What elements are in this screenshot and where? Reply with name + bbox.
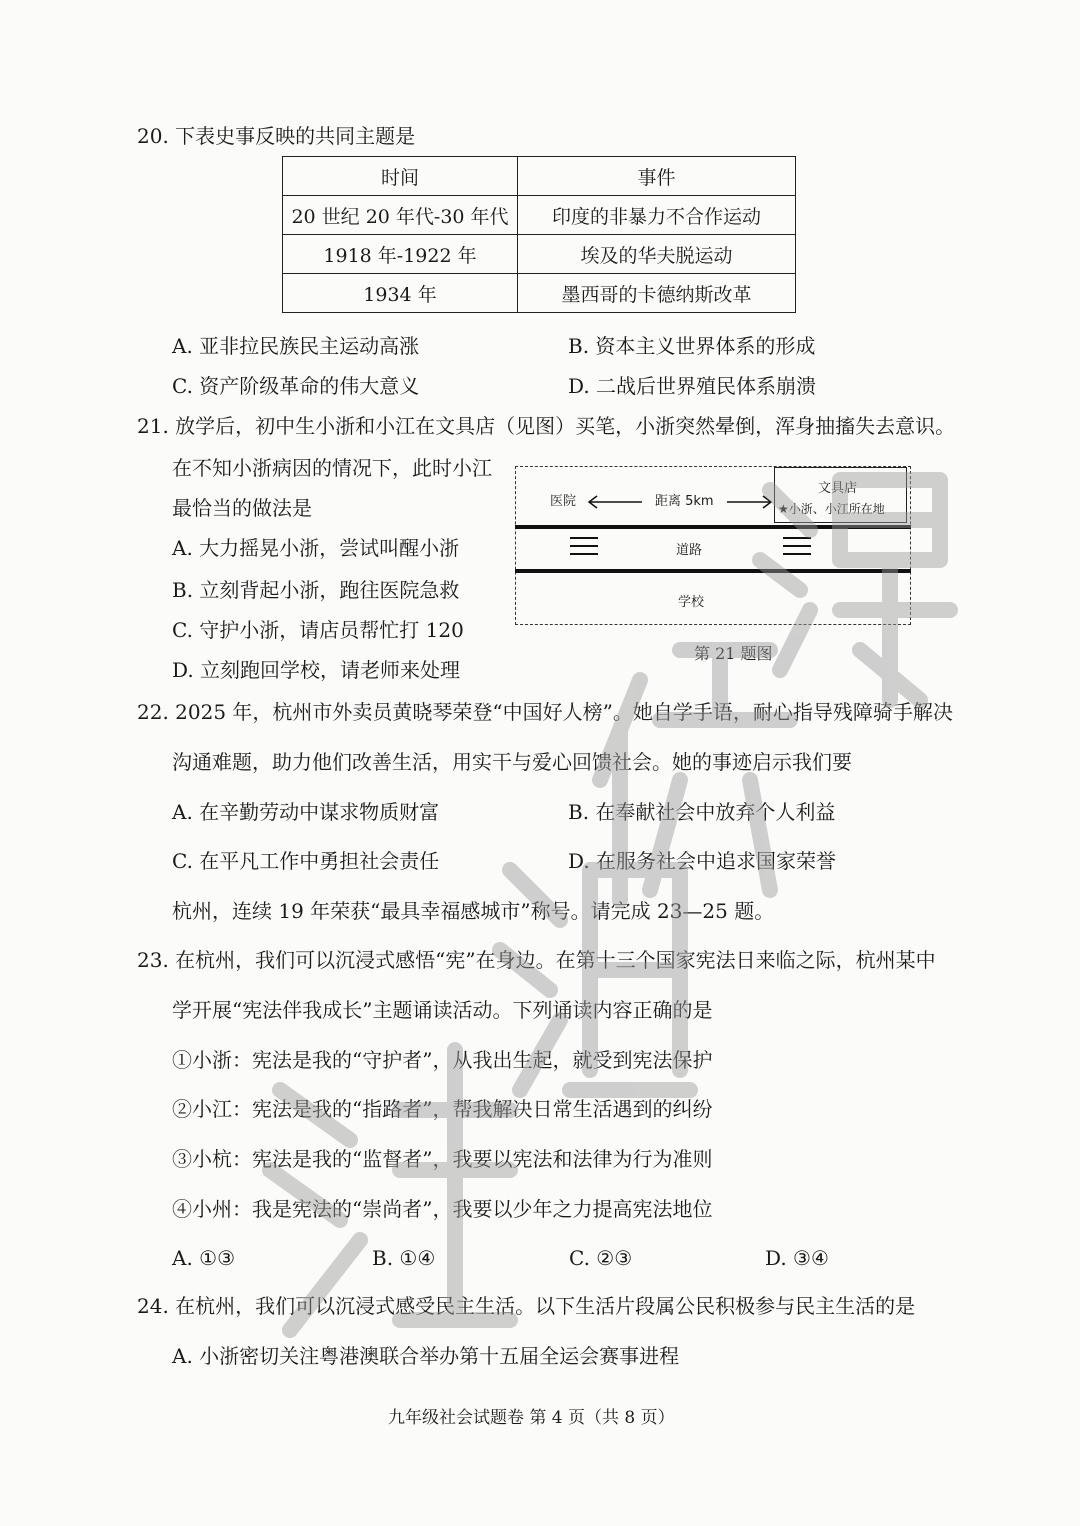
q23-option-d: D. ③④ <box>765 1246 829 1270</box>
q23-item-1: ①小浙：宪法是我的“守护者”，从我出生起，就受到宪法保护 <box>172 1048 713 1072</box>
lane-marking-left <box>570 537 598 561</box>
table-cell: 20 世纪 20 年代-30 年代 <box>283 196 518 235</box>
q20-option-b: B. 资本主义世界体系的形成 <box>568 334 816 358</box>
q23-option-c: C. ②③ <box>569 1246 633 1270</box>
q24-stem: 24. 在杭州，我们可以沉浸式感受民主生活。以下生活片段属公民积极参与民主生活的是 <box>137 1294 916 1318</box>
road-label: 道路 <box>676 543 703 558</box>
figure-caption: 第 21 题图 <box>694 644 773 663</box>
lane-marking-right <box>783 537 811 561</box>
road-bottom-line <box>515 569 911 573</box>
q20-option-d: D. 二战后世界殖民体系崩溃 <box>568 374 817 398</box>
table-cell: 印度的非暴力不合作运动 <box>518 196 796 235</box>
school-label: 学校 <box>678 595 705 610</box>
q23-option-a: A. ①③ <box>172 1246 236 1270</box>
q23-item-3: ③小杭：宪法是我的“监督者”，我要以宪法和法律为行为准则 <box>172 1147 713 1171</box>
q23-stem-line1: 23. 在杭州，我们可以沉浸式感悟“宪”在身边。在第十三个国家宪法日来临之际，杭州某中 <box>137 948 936 972</box>
section-intro: 杭州，连续 19 年荣获“最具幸福感城市”称号。请完成 23—25 题。 <box>172 899 775 923</box>
table-cell: 1918 年-1922 年 <box>283 235 518 274</box>
road-top-line <box>515 525 911 529</box>
q22-option-d: D. 在服务社会中追求国家荣誉 <box>568 849 837 873</box>
q21-option-c: C. 守护小浙，请店员帮忙打 120 <box>172 618 464 642</box>
table-header-time: 时间 <box>283 157 518 196</box>
q20-table <box>282 156 796 313</box>
q22-option-a: A. 在辛勤劳动中谋求物质财富 <box>172 800 440 824</box>
q22-option-b: B. 在奉献社会中放弃个人利益 <box>568 800 836 824</box>
table-cell: 墨西哥的卡德纳斯改革 <box>518 274 796 313</box>
table-row <box>283 235 796 274</box>
q20-option-a: A. 亚非拉民族民主运动高涨 <box>172 334 420 358</box>
star-note-label: ★小浙、小江所在地 <box>778 502 885 516</box>
table-cell: 1934 年 <box>283 274 518 313</box>
q23-item-2: ②小江：宪法是我的“指路者”，帮我解决日常生活遇到的纠纷 <box>172 1097 713 1121</box>
q21-stem-line2: 在不知小浙病因的情况下，此时小江 <box>172 456 492 480</box>
q21-stem-line3: 最恰当的做法是 <box>172 496 312 520</box>
q20-stem: 20. 下表史事反映的共同主题是 <box>137 124 416 148</box>
q20-option-c: C. 资产阶级革命的伟大意义 <box>172 374 420 398</box>
q23-stem-line2: 学开展“宪法伴我成长”主题诵读活动。下列诵读内容正确的是 <box>172 998 713 1022</box>
table-row <box>283 274 796 313</box>
q23-item-4: ④小州：我是宪法的“崇尚者”，我要以少年之力提高宪法地位 <box>172 1197 713 1221</box>
q21-option-a: A. 大力摇晃小浙，尝试叫醒小浙 <box>172 536 460 560</box>
q23-option-b: B. ①④ <box>372 1246 436 1270</box>
q21-option-b: B. 立刻背起小浙，跑往医院急救 <box>172 578 460 602</box>
table-header-row <box>283 157 796 196</box>
q24-option-a: A. 小浙密切关注粤港澳联合举办第十五届全运会赛事进程 <box>172 1344 680 1368</box>
hospital-label: 医院 <box>550 494 577 509</box>
page-footer: 九年级社会试题卷 第 4 页（共 8 页） <box>388 1408 675 1428</box>
q21-option-d: D. 立刻跑回学校，请老师来处理 <box>172 658 461 682</box>
store-label: 文具店 <box>818 481 858 496</box>
q21-stem-line1: 21. 放学后，初中生小浙和小江在文具店（见图）买笔，小浙突然晕倒，浑身抽搐失去意识。 <box>137 414 956 438</box>
q22-stem-line1: 22. 2025 年，杭州市外卖员黄晓琴荣登“中国好人榜”。她自学手语，耐心指导残障骑手解决 <box>137 700 953 724</box>
q22-stem-line2: 沟通难题，助力他们改善生活，用实干与爱心回馈社会。她的事迹启示我们要 <box>172 750 852 774</box>
table-header-event: 事件 <box>518 157 796 196</box>
distance-label: 距离 5km <box>655 494 714 509</box>
q22-option-c: C. 在平凡工作中勇担社会责任 <box>172 849 440 873</box>
table-cell: 埃及的华夫脱运动 <box>518 235 796 274</box>
table-row <box>283 196 796 235</box>
